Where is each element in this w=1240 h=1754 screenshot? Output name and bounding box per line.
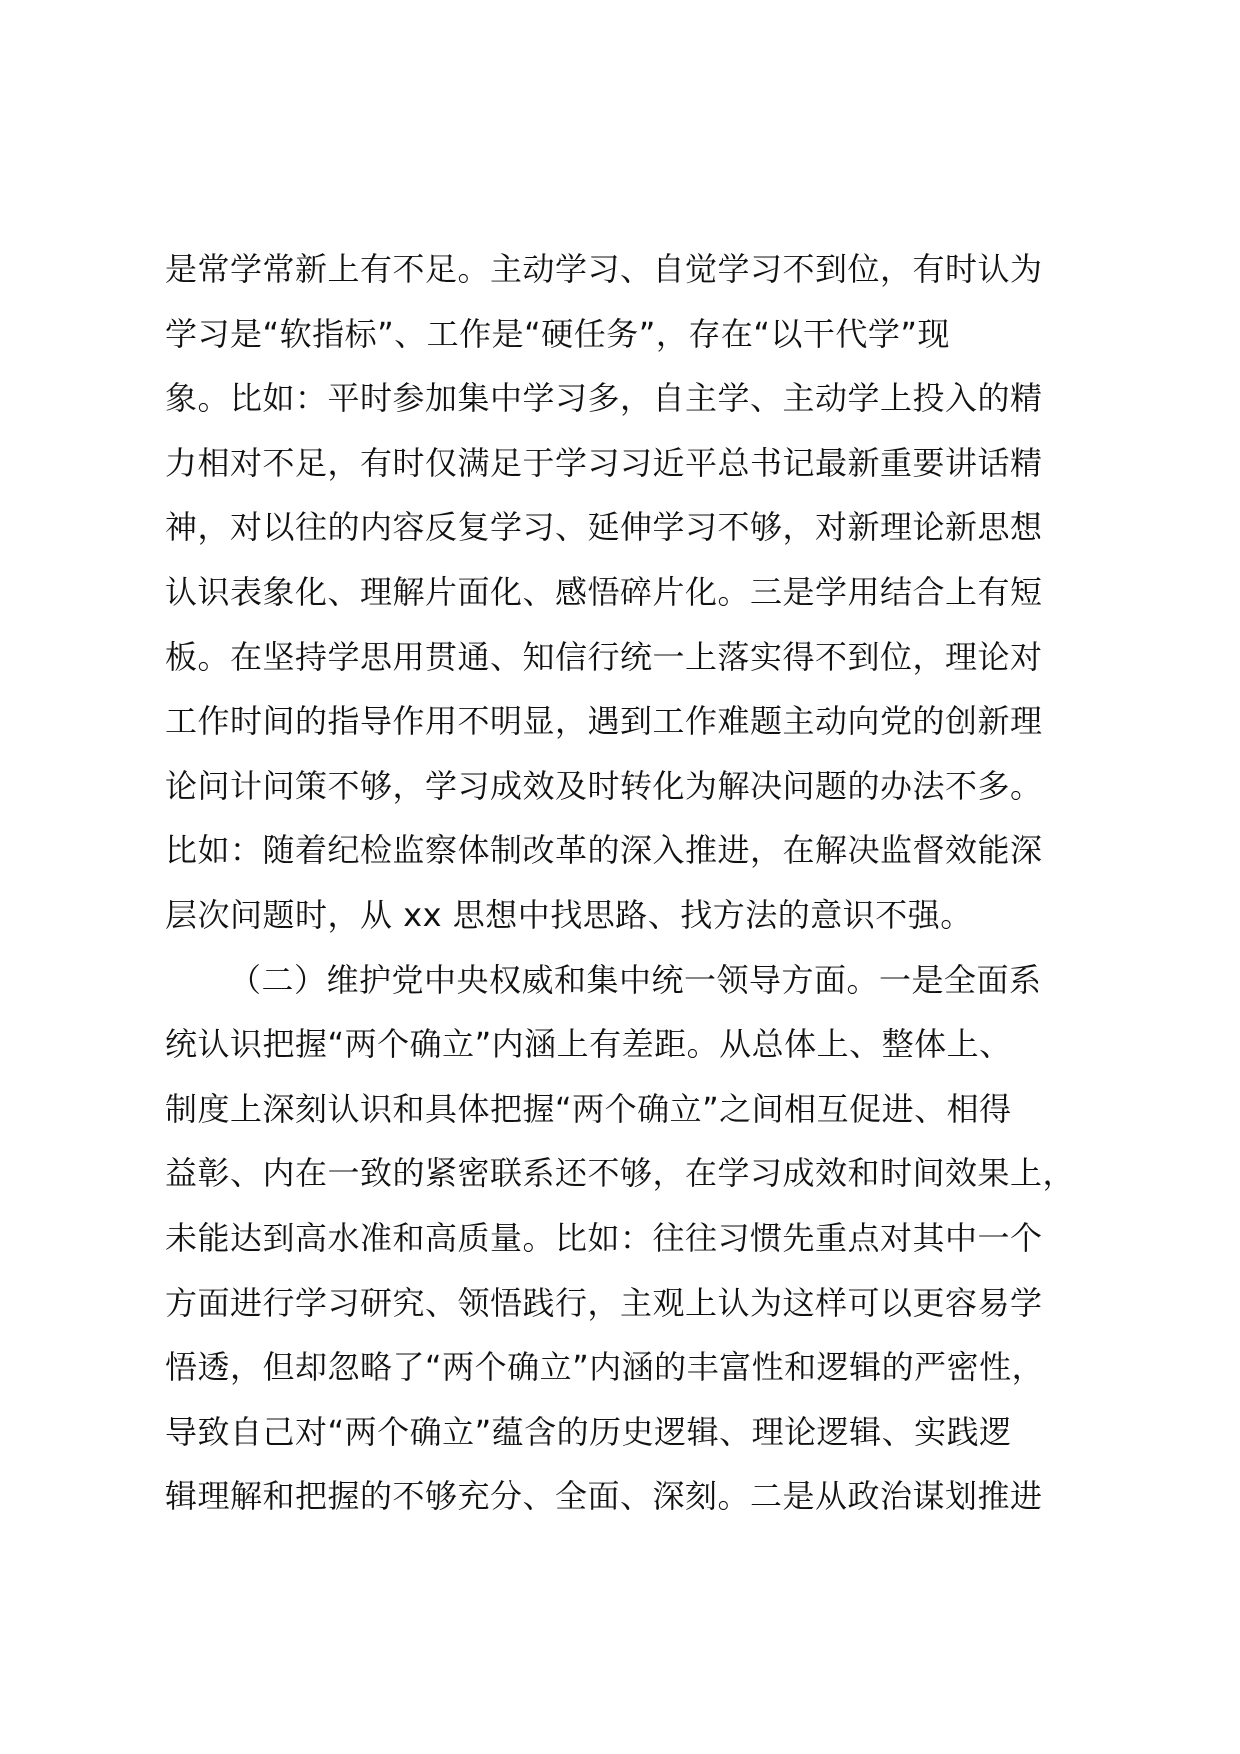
text-line: 益彰、内在一致的紧密联系还不够，在学习成效和时间效果上， [165, 1154, 1076, 1193]
text-line: 力相对不足，有时仅满足于学习习近平总书记最新重要讲话精 [165, 443, 1043, 482]
text-line: 是常学常新上有不足。主动学习、自觉学习不到位，有时认为 [165, 250, 1043, 288]
text-line: 象。比如：平时参加集中学习多，自主学、主动学上投入的精 [165, 379, 1043, 418]
text-line: 导致自己对“两个确立”蕴含的历史逻辑、理论逻辑、实践逻 [165, 1412, 1012, 1451]
text-line: 辑理解和把握的不够充分、全面、深刻。二是从政治谋划推进 [165, 1477, 1043, 1516]
text-line: 层次问题时，从 xx 思想中找思路、找方法的意识不强。 [165, 895, 973, 934]
text-line: 神，对以往的内容反复学习、延伸学习不够，对新理论新思想 [165, 508, 1043, 547]
text-line: 工作时间的指导作用不明显，遇到工作难题主动向党的创新理 [165, 702, 1043, 741]
body-text [165, 237, 1095, 1529]
text-line: 方面进行学习研究、领悟践行，主观上认为这样可以更容易学 [165, 1283, 1043, 1322]
section-heading-line: （二）维护党中央权威和集中统一领导方面。一是全面系 [229, 960, 1042, 999]
text-line: 学习是“软指标”、工作是“硬任务”，存在“以干代学”现 [165, 314, 950, 353]
text-line: 统认识把握“两个确立”内涵上有差距。从总体上、整体上、 [165, 1025, 1012, 1064]
text-line: 板。在坚持学思用贯通、知信行统一上落实得不到位，理论对 [165, 637, 1043, 676]
text-line: 认识表象化、理解片面化、感悟碎片化。三是学用结合上有短 [165, 572, 1043, 611]
text-line: 未能达到高水准和高质量。比如：往往习惯先重点对其中一个 [165, 1218, 1043, 1257]
text-line: 论问计问策不够，学习成效及时转化为解决问题的办法不多。 [165, 766, 1043, 805]
text-line: 比如：随着纪检监察体制改革的深入推进，在解决监督效能深 [165, 831, 1043, 870]
text-line: 悟透，但却忽略了“两个确立”内涵的丰富性和逻辑的严密性， [165, 1348, 1045, 1387]
text-line: 制度上深刻认识和具体把握“两个确立”之间相互促进、相得 [165, 1089, 1012, 1128]
